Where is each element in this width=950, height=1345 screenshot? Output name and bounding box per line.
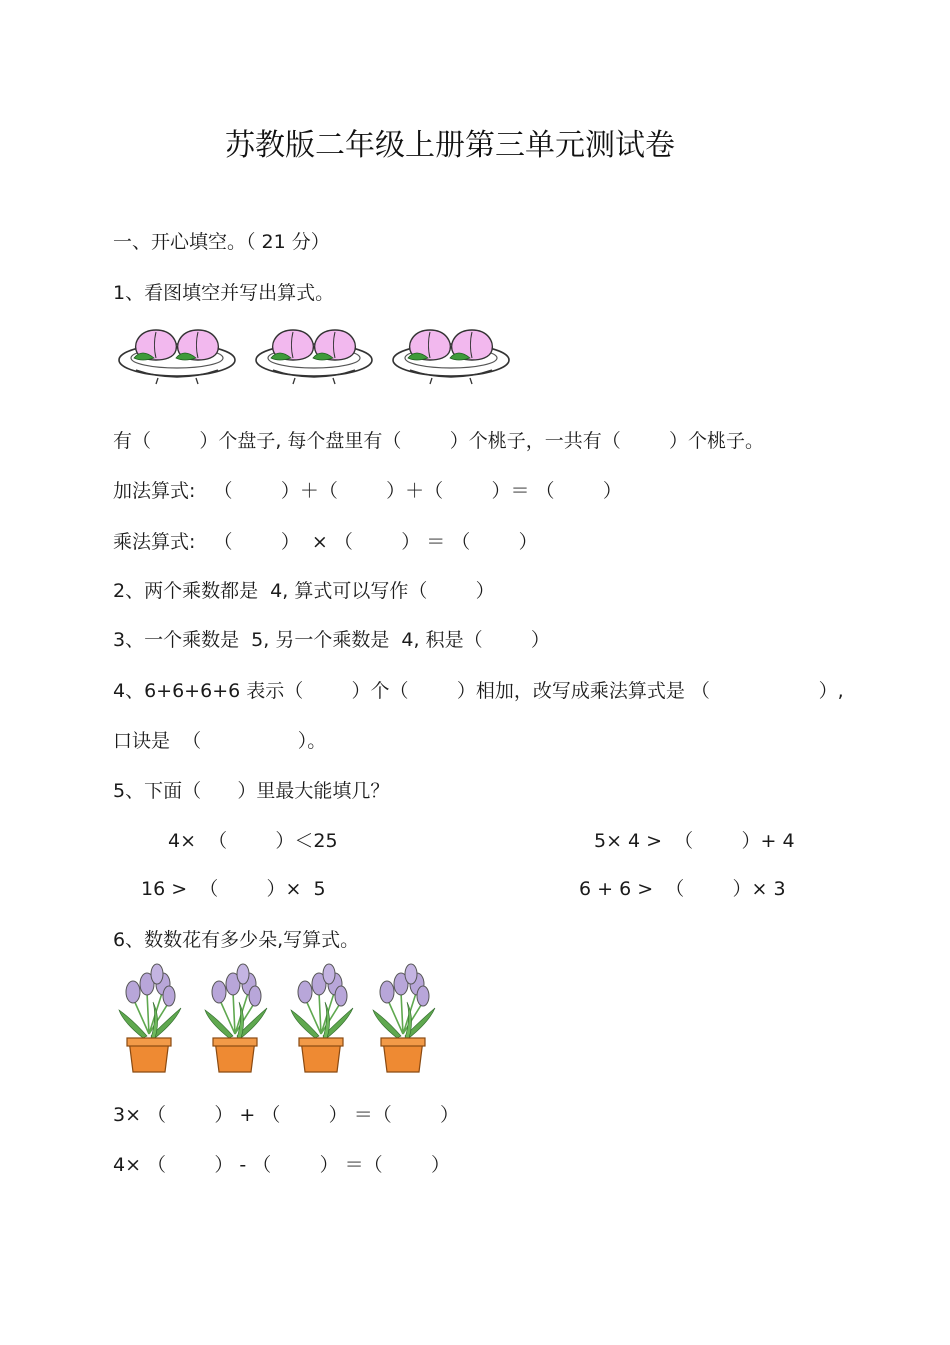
question-1-multiplication: 乘法算式: （ ） × （ ） ＝ （ ） bbox=[113, 531, 538, 553]
section-heading: 一、开心填空。（ 21 分） bbox=[113, 231, 330, 253]
peach-plate-icon bbox=[116, 320, 238, 390]
question-5-item-a: 4× （ ）＜25 bbox=[168, 830, 338, 852]
question-1-addition: 加法算式: （ ）＋（ ）＋（ ）＝ （ ） bbox=[113, 480, 622, 502]
peach-plate-icon bbox=[253, 320, 375, 390]
question-4-line-1: 4、6+6+6+6 表示（ ）个（ ）相加，改写成乘法算式是 （ ）, bbox=[113, 680, 844, 702]
tulip-pot-icon bbox=[285, 962, 357, 1074]
question-6-prompt: 6、数数花有多少朵,写算式。 bbox=[113, 929, 360, 951]
tulip-pot-icon bbox=[199, 962, 271, 1074]
tulip-pot-icon bbox=[367, 962, 439, 1074]
question-6-equation-2: 4× （ ） - （ ） ＝（ ） bbox=[113, 1154, 450, 1176]
question-1-fill: 有（ ）个盘子, 每个盘里有（ ）个桃子，一共有（ ）个桃子。 bbox=[113, 430, 765, 452]
question-5-item-d: 6 + 6 > （ ）× 3 bbox=[579, 878, 786, 900]
question-3: 3、一个乘数是 5, 另一个乘数是 4, 积是（ ） bbox=[113, 629, 550, 651]
question-5-prompt: 5、下面（ ）里最大能填几？ bbox=[113, 780, 390, 802]
question-5-item-c: 16 > （ ）× 5 bbox=[141, 878, 326, 900]
peach-plate-icon bbox=[390, 320, 512, 390]
page-title: 苏教版二年级上册第三单元测试卷 bbox=[225, 128, 675, 163]
question-1-prompt: 1、看图填空并写出算式。 bbox=[113, 282, 335, 304]
question-6-equation-1: 3× （ ） + （ ） ＝（ ） bbox=[113, 1104, 460, 1126]
question-4-line-2: 口诀是 （ ）。 bbox=[113, 730, 327, 752]
question-2: 2、两个乘数都是 4, 算式可以写作（ ） bbox=[113, 580, 495, 602]
tulip-pot-icon bbox=[113, 962, 185, 1074]
question-5-item-b: 5× 4 > （ ）+ 4 bbox=[594, 830, 795, 852]
